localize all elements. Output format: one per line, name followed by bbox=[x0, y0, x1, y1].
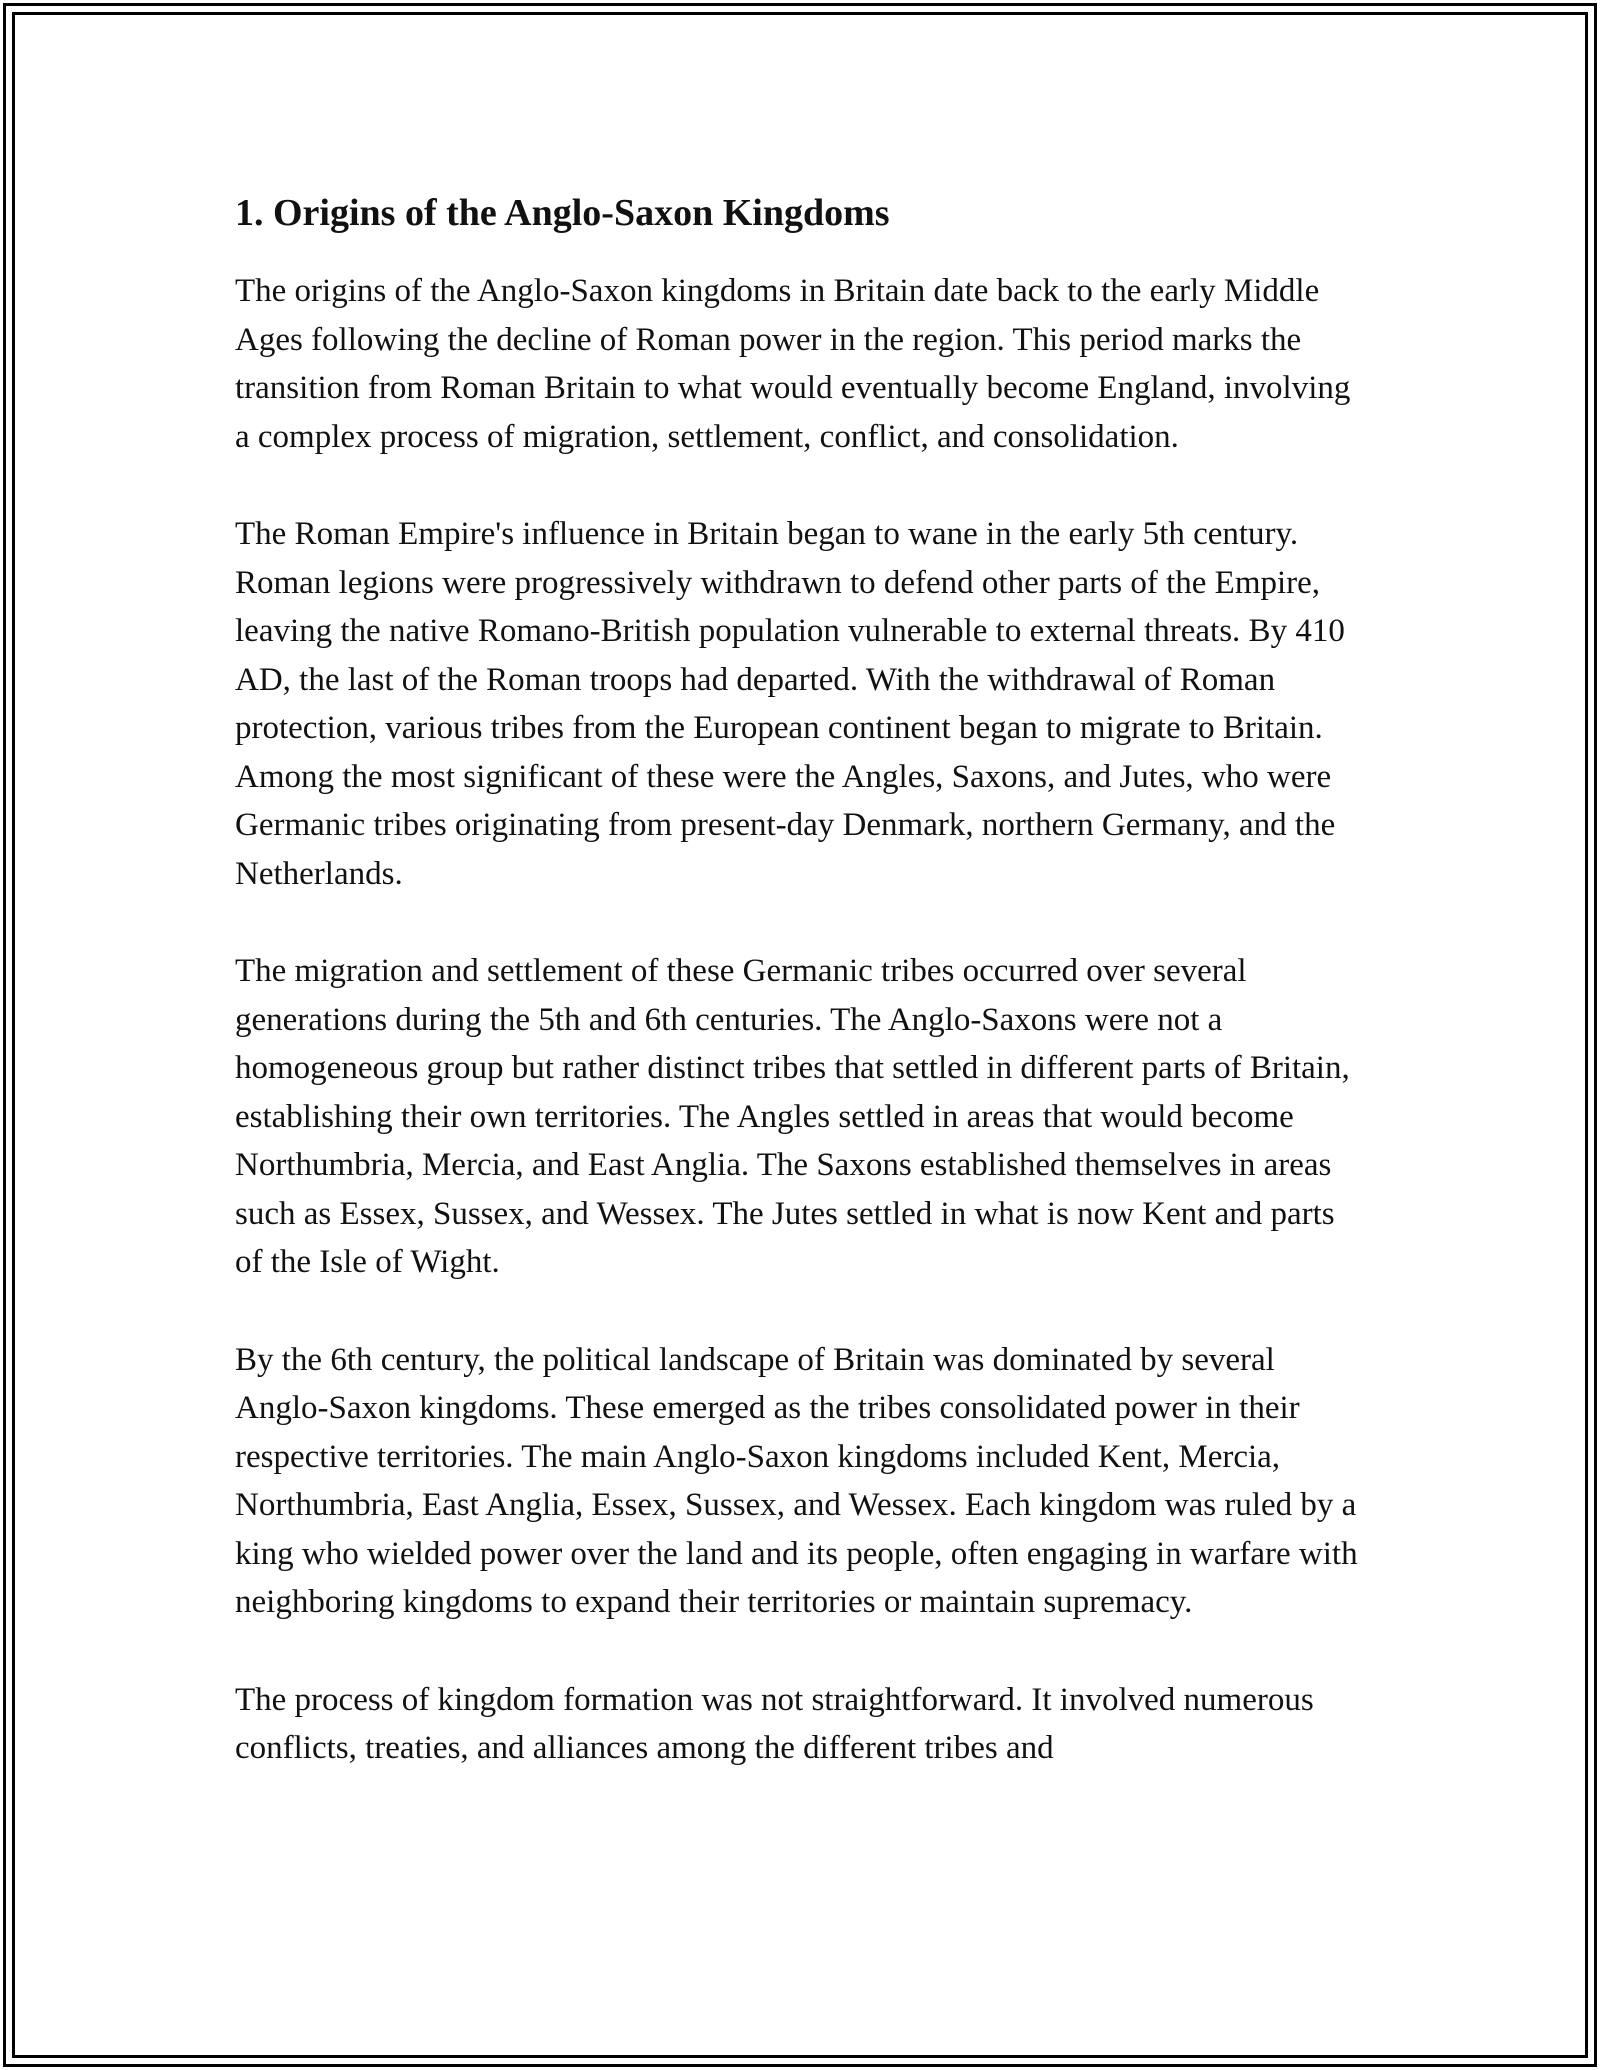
paragraph-1: The origins of the Anglo-Saxon kingdoms in Britain date back to the early Middle Ages following the decline of Roman power in the region. This period marks the transition from Roman Britain to what would eventually become England, involving a complex process of migration, settlement, conflict, and consolidation. bbox=[235, 273, 1351, 455]
section-heading: 1. Origins of the Anglo-Saxon Kingdoms bbox=[235, 192, 890, 234]
document-body bbox=[235, 185, 1370, 1822]
paragraph-2: The Roman Empire's influence in Britain began to wane in the early 5th century. Roman legions were progressively withdrawn to defend other parts of the Empire, leaving the native Romano-British population vulnerable to external threats. By 410 AD, the last of the Roman troops had departed. With the withdrawal of Roman protection, various tribes from the European continent began to migrate to Britain. Among the most significant of these were the Angles, Saxons, and Jutes, who were Germanic tribes originating from present-day Denmark, northern Germany, and the Netherlands. bbox=[235, 516, 1345, 892]
paragraph-4: By the 6th century, the political landscape of Britain was dominated by several Anglo-Saxon kingdoms. These emerged as the tribes consolidated power in their respective territories. The main Anglo-Saxon kingdoms included Kent, Mercia, Northumbria, East Anglia, Essex, Sussex, and Wessex. Each kingdom was ruled by a king who wielded power over the land and its people, often engaging in warfare with neighboring kingdoms to expand their territories or maintain supremacy. bbox=[235, 1341, 1358, 1620]
paragraph-3: The migration and settlement of these Germanic tribes occurred over several generations during the 5th and 6th centuries. The Anglo-Saxons were not a homogeneous group but rather distinct tribes that settled in different parts of Britain, establishing their own territories. The Angles settled in areas that would become Northumbria, Mercia, and East Anglia. The Saxons established themselves in areas such as Essex, Sussex, and Wessex. The Jutes settled in what is now Kent and parts of the Isle of Wight. bbox=[235, 953, 1350, 1280]
paragraph-5: The process of kingdom formation was not straightforward. It involved numerous conflicts, treaties, and alliances among the different tribes and bbox=[235, 1681, 1314, 1766]
